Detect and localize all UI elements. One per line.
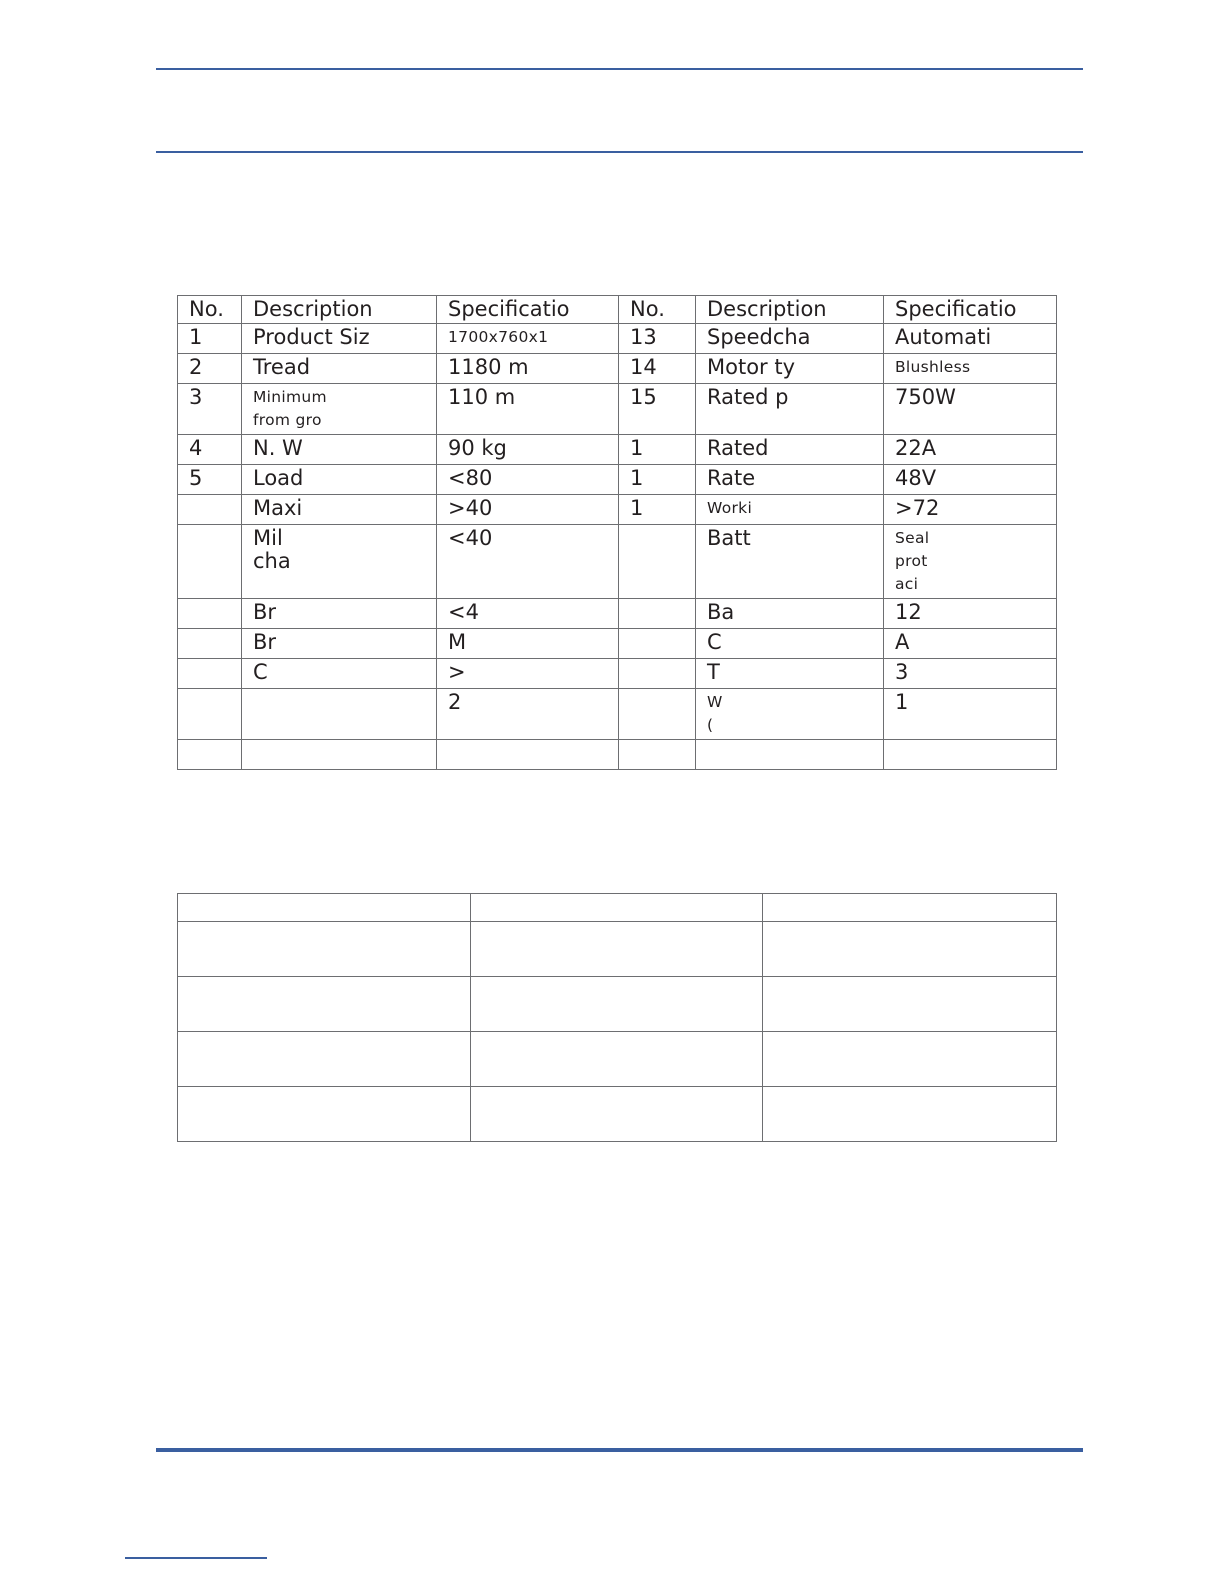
table-cell bbox=[619, 659, 696, 689]
table-cell: 4 bbox=[178, 435, 242, 465]
table-cell: 48V bbox=[884, 465, 1057, 495]
table-row bbox=[178, 435, 1057, 465]
header-rule-bottom bbox=[156, 151, 1083, 153]
table-cell: > bbox=[437, 659, 619, 689]
table-cell: >40 bbox=[437, 495, 619, 525]
table-cell: Blushless bbox=[884, 354, 1057, 384]
table-cell: 22A bbox=[884, 435, 1057, 465]
header-cell: Specificatio bbox=[884, 296, 1057, 324]
table-cell: 90 kg bbox=[437, 435, 619, 465]
table-cell bbox=[471, 1032, 763, 1087]
table-cell bbox=[763, 1032, 1057, 1087]
header-cell: Description bbox=[242, 296, 437, 324]
table-cell: 14 bbox=[619, 354, 696, 384]
table-cell: 1 bbox=[619, 435, 696, 465]
table-cell: T bbox=[696, 659, 884, 689]
table-cell: >72 bbox=[884, 495, 1057, 525]
table-cell: 12 bbox=[884, 599, 1057, 629]
table-cell bbox=[696, 740, 884, 770]
table-row bbox=[178, 495, 1057, 525]
table-cell bbox=[178, 977, 471, 1032]
table-row bbox=[178, 1087, 1057, 1142]
table-cell: 1700x760x1 bbox=[437, 324, 619, 354]
table-row bbox=[178, 894, 1057, 922]
table-cell: Rated p bbox=[696, 384, 884, 435]
table-row bbox=[178, 922, 1057, 977]
table-cell: Br bbox=[242, 629, 437, 659]
table-cell bbox=[471, 922, 763, 977]
table-cell bbox=[242, 740, 437, 770]
table-cell bbox=[471, 894, 763, 922]
table-row bbox=[178, 977, 1057, 1032]
header-cell: Description bbox=[696, 296, 884, 324]
table-cell: Tread bbox=[242, 354, 437, 384]
header-cell: No. bbox=[619, 296, 696, 324]
header-rule-top bbox=[156, 68, 1083, 70]
table-cell: A bbox=[884, 629, 1057, 659]
table-cell bbox=[178, 525, 242, 599]
table-cell: <4 bbox=[437, 599, 619, 629]
table-cell: 3 bbox=[884, 659, 1057, 689]
table-cell: 2 bbox=[437, 689, 619, 740]
table-cell bbox=[619, 740, 696, 770]
table-cell bbox=[242, 689, 437, 740]
table-row bbox=[178, 689, 1057, 740]
table-cell: Automati bbox=[884, 324, 1057, 354]
table-cell bbox=[619, 599, 696, 629]
table-cell: Rated bbox=[696, 435, 884, 465]
table-cell bbox=[178, 689, 242, 740]
table-cell: Mil cha bbox=[242, 525, 437, 599]
table-cell bbox=[763, 922, 1057, 977]
table-cell: N. W bbox=[242, 435, 437, 465]
table-row bbox=[178, 324, 1057, 354]
table-cell: 1 bbox=[619, 465, 696, 495]
table-cell: <40 bbox=[437, 525, 619, 599]
table-cell: C bbox=[242, 659, 437, 689]
table-cell bbox=[471, 1087, 763, 1142]
table-cell: C bbox=[696, 629, 884, 659]
table-cell: 750W bbox=[884, 384, 1057, 435]
table-cell: W ( bbox=[696, 689, 884, 740]
table-cell bbox=[178, 495, 242, 525]
table-header-row bbox=[178, 296, 1057, 324]
table-cell: 1 bbox=[619, 495, 696, 525]
table-cell bbox=[178, 599, 242, 629]
table-cell: Worki bbox=[696, 495, 884, 525]
table-row bbox=[178, 1032, 1057, 1087]
table-cell: Ba bbox=[696, 599, 884, 629]
table-cell: 1 bbox=[178, 324, 242, 354]
table-cell: Speedcha bbox=[696, 324, 884, 354]
footer-rule bbox=[156, 1448, 1083, 1452]
table-cell: Rate bbox=[696, 465, 884, 495]
table-row bbox=[178, 659, 1057, 689]
table-cell bbox=[619, 629, 696, 659]
header-cell: No. bbox=[178, 296, 242, 324]
table-cell: Minimum from gro bbox=[242, 384, 437, 435]
table-row bbox=[178, 740, 1057, 770]
header-cell: Specificatio bbox=[437, 296, 619, 324]
table-row bbox=[178, 599, 1057, 629]
table-cell: 15 bbox=[619, 384, 696, 435]
table-cell: <80 bbox=[437, 465, 619, 495]
table-cell bbox=[178, 894, 471, 922]
table-cell: Product Siz bbox=[242, 324, 437, 354]
table-row bbox=[178, 384, 1057, 435]
table-cell bbox=[619, 525, 696, 599]
table-cell: Maxi bbox=[242, 495, 437, 525]
specification-table bbox=[177, 295, 1057, 770]
table-cell: Br bbox=[242, 599, 437, 629]
table-row bbox=[178, 629, 1057, 659]
table-cell: 1180 m bbox=[437, 354, 619, 384]
table-cell bbox=[178, 1032, 471, 1087]
table-cell: 5 bbox=[178, 465, 242, 495]
table-cell: Load bbox=[242, 465, 437, 495]
table-cell: Motor ty bbox=[696, 354, 884, 384]
table-cell: 110 m bbox=[437, 384, 619, 435]
table-cell bbox=[471, 977, 763, 1032]
table-cell bbox=[763, 894, 1057, 922]
table-cell bbox=[437, 740, 619, 770]
table-cell bbox=[178, 659, 242, 689]
empty-table bbox=[177, 893, 1057, 1142]
table-cell: 3 bbox=[178, 384, 242, 435]
table-cell bbox=[763, 1087, 1057, 1142]
table-cell bbox=[178, 1087, 471, 1142]
table-cell: 13 bbox=[619, 324, 696, 354]
table-cell bbox=[178, 922, 471, 977]
table-cell bbox=[619, 689, 696, 740]
table-row bbox=[178, 525, 1057, 599]
table-cell: Seal prot aci bbox=[884, 525, 1057, 599]
table-row bbox=[178, 354, 1057, 384]
table-cell: 2 bbox=[178, 354, 242, 384]
table-cell bbox=[884, 740, 1057, 770]
table-cell bbox=[178, 740, 242, 770]
footnote-rule bbox=[125, 1557, 267, 1559]
table-cell: M bbox=[437, 629, 619, 659]
table-cell bbox=[178, 629, 242, 659]
table-cell: 1 bbox=[884, 689, 1057, 740]
table-cell: Batt bbox=[696, 525, 884, 599]
table-cell bbox=[763, 977, 1057, 1032]
table-row bbox=[178, 465, 1057, 495]
